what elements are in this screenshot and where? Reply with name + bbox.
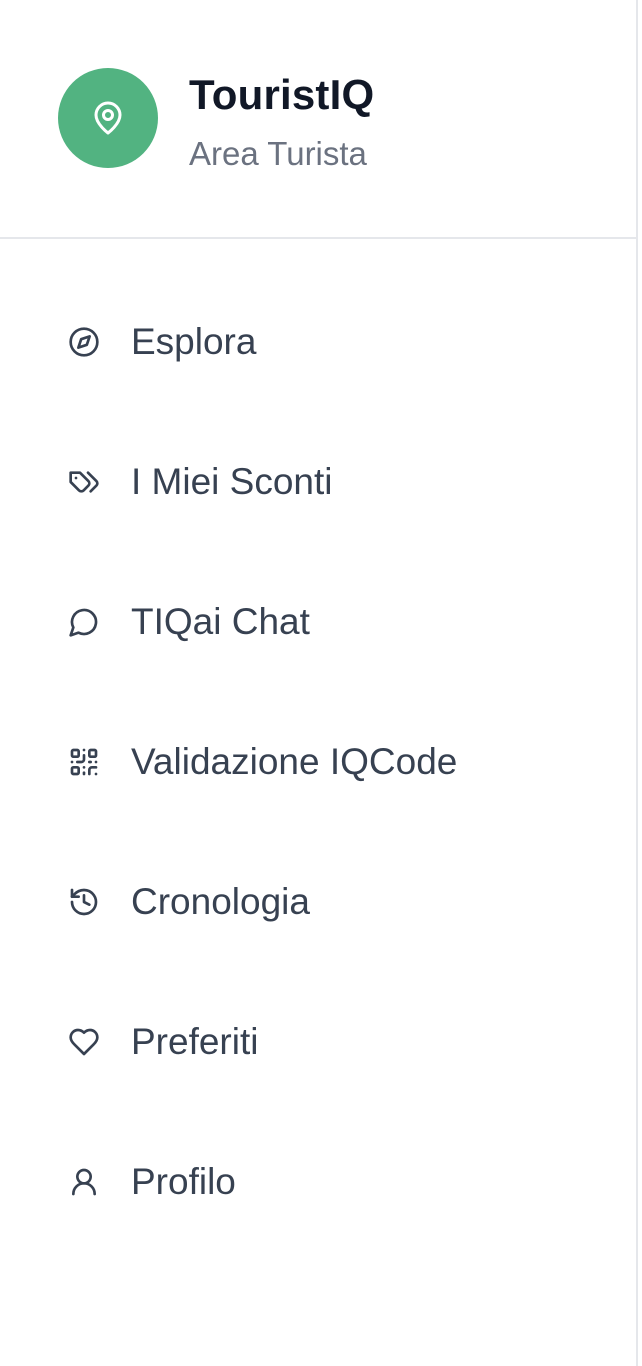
chat-bubble-icon	[66, 604, 102, 640]
sidebar-item-label: Cronologia	[131, 881, 310, 922]
qr-code-icon	[66, 744, 102, 780]
sidebar-header	[0, 0, 636, 239]
sidebar-item-validazione[interactable]	[0, 692, 636, 832]
sidebar-nav	[0, 272, 636, 1252]
user-icon	[66, 1164, 102, 1200]
sidebar-item-label: Profilo	[131, 1161, 236, 1202]
sidebar-item-label: Esplora	[131, 321, 257, 362]
sidebar-item-label: Preferiti	[131, 1021, 259, 1062]
sidebar-item-label: Validazione IQCode	[131, 741, 458, 782]
sidebar-item-label: TIQai Chat	[131, 601, 310, 642]
sidebar-item-chat[interactable]	[0, 552, 636, 692]
tags-icon	[66, 464, 102, 500]
sidebar-item-sconti[interactable]	[0, 412, 636, 552]
map-pin-icon	[90, 100, 126, 136]
sidebar-item-preferiti[interactable]	[0, 972, 636, 1112]
compass-icon	[66, 324, 102, 360]
app-logo[interactable]	[58, 68, 158, 168]
sidebar-item-label: I Miei Sconti	[131, 461, 333, 502]
heart-icon	[66, 1024, 102, 1060]
sidebar-item-cronologia[interactable]	[0, 832, 636, 972]
history-icon	[66, 884, 102, 920]
app-subtitle: Area Turista	[189, 135, 367, 172]
app-title: TouristIQ	[189, 71, 375, 118]
sidebar-item-profilo[interactable]	[0, 1112, 636, 1252]
sidebar-item-esplora[interactable]	[0, 272, 636, 412]
